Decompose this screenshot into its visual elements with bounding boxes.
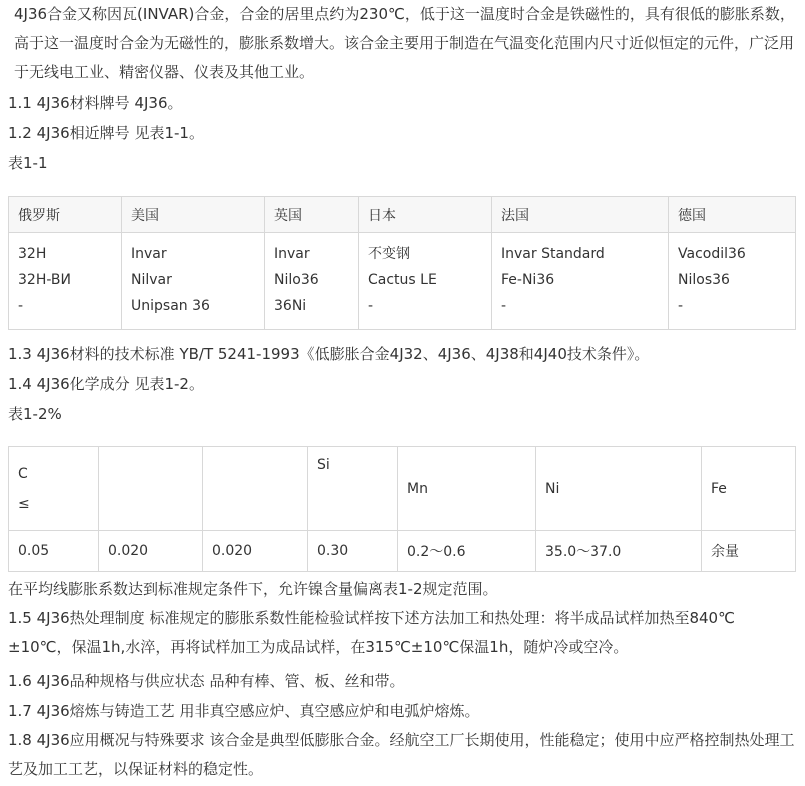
element-cell-ni: Ni xyxy=(536,447,702,531)
table-1-2 xyxy=(8,446,796,572)
grade-name: - xyxy=(368,298,374,314)
grade-name: Fe-Ni36 xyxy=(501,272,555,288)
header-cell: 法国 xyxy=(492,197,669,233)
section-1-6: 1.6 4J36品种规格与供应状态 品种有棒、管、板、丝和带。 xyxy=(8,672,405,690)
element-symbol: C xyxy=(18,465,28,482)
section-1-3: 1.3 4J36材料的技术标准 YB/T 5241-1993《低膨胀合金4J32、4J36、4J38和4J40技术条件》。 xyxy=(8,345,650,363)
section-1-1: 1.1 4J36材料牌号 4J36。 xyxy=(8,94,183,112)
table-1-2-title: 表1-2% xyxy=(8,405,62,423)
value-cell: 0.2～0.6 xyxy=(398,531,536,572)
header-cell: 美国 xyxy=(122,197,265,233)
table-row xyxy=(9,233,796,330)
table-1-1-title: 表1-1 xyxy=(8,154,48,172)
grade-name: 36Ni xyxy=(274,298,307,314)
table-header-row xyxy=(9,197,796,233)
grade-name: - xyxy=(678,298,684,314)
grade-name: Invar Standard xyxy=(501,246,605,262)
grade-name: 不变钢 xyxy=(368,246,410,262)
grade-cell-usa xyxy=(122,233,265,330)
grade-cell-uk xyxy=(265,233,359,330)
section-1-2: 1.2 4J36相近牌号 见表1-1。 xyxy=(8,124,204,142)
grade-name: Invar xyxy=(131,246,167,262)
value-cell: 35.0～37.0 xyxy=(536,531,702,572)
table-header-row xyxy=(9,447,796,531)
grade-name: - xyxy=(501,298,507,314)
value-cell: 0.30 xyxy=(308,531,398,572)
value-cell: 0.020 xyxy=(99,531,203,572)
grade-name: 32H-BИ xyxy=(18,272,71,288)
element-cell-mn: Mn xyxy=(398,447,536,531)
header-cell: 俄罗斯 xyxy=(9,197,122,233)
header-cell: 德国 xyxy=(669,197,796,233)
grade-cell-russia xyxy=(9,233,122,330)
section-1-7: 1.7 4J36熔炼与铸造工艺 用非真空感应炉、真空感应炉和电弧炉熔炼。 xyxy=(8,702,480,720)
table-row xyxy=(9,531,796,572)
grade-cell-japan xyxy=(359,233,492,330)
table-1-1 xyxy=(8,196,796,330)
header-cell: 英国 xyxy=(265,197,359,233)
grade-name: Invar xyxy=(274,246,310,262)
element-cell-fe: Fe xyxy=(702,447,796,531)
section-1-4: 1.4 4J36化学成分 见表1-2。 xyxy=(8,375,204,393)
value-cell: 0.05 xyxy=(9,531,99,572)
header-cell xyxy=(99,447,203,531)
element-cell-si: Si xyxy=(308,447,398,531)
value-cell: 0.020 xyxy=(203,531,308,572)
grade-name: - xyxy=(18,298,24,314)
grade-name: Unipsan 36 xyxy=(131,298,210,314)
note-paragraph: 在平均线膨胀系数达到标准规定条件下，允许镍含量偏离表1-2规定范围。 xyxy=(8,580,498,598)
grade-name: Cactus LE xyxy=(368,272,437,288)
max-symbol: ≤ xyxy=(18,495,30,512)
grade-name: 32H xyxy=(18,246,47,262)
section-1-8: 1.8 4J36应用概况与特殊要求 该合金是典型低膨胀合金。经航空工厂长期使用，性能稳定；使用中应严格控制热处理工艺及加工工艺，以保证材料的稳定性。 xyxy=(8,731,795,778)
intro-paragraph: 4J36合金又称因瓦(INVAR)合金，合金的居里点约为230℃，低于这一温度时合金是铁磁性的，具有很低的膨胀系数，高于这一温度时合金为无磁性的，膨胀系数增大。该合金主要用于制造在气温变化范围内尺寸近似恒定的元件，广泛用于无线电工业、精密仪器、仪表及其他工业。 xyxy=(14,5,795,81)
grade-cell-germany xyxy=(669,233,796,330)
section-1-5: 1.5 4J36热处理制度 标准规定的膨胀系数性能检验试样按下述方法加工和热处理：将半成品试样加热至840℃±10℃，保温1h,水淬，再将试样加工为成品试样，在315℃±10℃保温1h，随炉冷或空冷。 xyxy=(8,609,735,656)
grade-cell-france xyxy=(492,233,669,330)
grade-name: Vacodil36 xyxy=(678,246,746,262)
header-cell xyxy=(203,447,308,531)
grade-name: Nilo36 xyxy=(274,272,319,288)
value-cell: 余量 xyxy=(702,531,796,572)
header-cell: 日本 xyxy=(359,197,492,233)
grade-name: Nilos36 xyxy=(678,272,730,288)
grade-name: Nilvar xyxy=(131,272,172,288)
element-cell-c xyxy=(9,447,99,531)
